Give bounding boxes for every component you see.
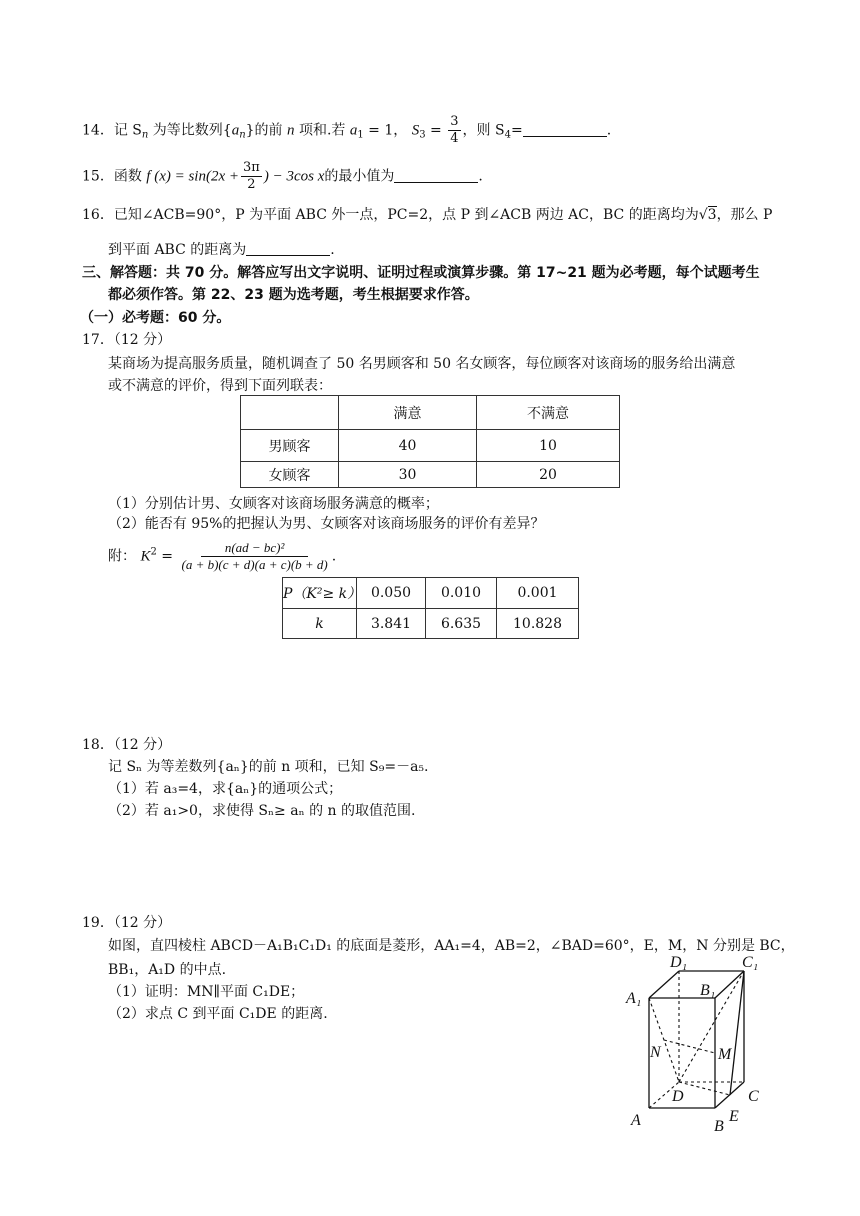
label-e: E — [729, 1108, 739, 1125]
question-number: 16． — [82, 207, 114, 223]
edge-c1-e — [730, 971, 744, 1095]
question-number: 14． — [82, 122, 114, 139]
label-c: C — [748, 1088, 759, 1105]
table-header-cell: 不满意 — [477, 396, 620, 430]
table-row: P（K²≥ k） 0.050 0.010 0.001 — [283, 578, 579, 609]
question-18-part1: （1）若 a₃=4，求{aₙ}的通项公式； — [108, 781, 343, 797]
label-d1: D₁ — [670, 955, 688, 971]
label-m: M — [718, 1046, 732, 1063]
question-19-line1: 如图，直四棱柱 ABCD－A₁B₁C₁D₁ 的底面是菱形，AA₁=4，AB=2，∠BAD=60°，E，M，N 分别是 BC， — [108, 938, 795, 954]
section-subheading: （一）必考题：60 分。 — [80, 310, 231, 326]
question-17-line2: 或不满意的评价，得到下面列联表： — [108, 378, 332, 394]
contingency-table — [240, 395, 620, 488]
edge-a1-d1 — [649, 971, 679, 998]
question-18-line1: 记 Sₙ 为等差数列{aₙ}的前 n 项和，已知 S₉=－a₅. — [108, 759, 429, 775]
label-a1: A₁ — [626, 990, 642, 1007]
table-row: 男顾客 40 10 — [241, 430, 620, 462]
question-number: 15． — [82, 168, 114, 185]
question-18-number: 18．（12 分） — [82, 737, 172, 753]
edge-b-c — [715, 1082, 744, 1108]
k-squared-fraction: $\frac{\text{n(ad − bc)²}}{(a + b)(c + d)(a + c)(b + d)}$ — [181, 540, 328, 572]
edge-b1-c1 — [715, 971, 744, 998]
answer-blank[interactable] — [246, 241, 330, 256]
hidden-edge-d-e — [679, 1082, 730, 1095]
question-19-part2: （2）求点 C 到平面 C₁DE 的距离. — [108, 1006, 328, 1022]
fraction-3-4: $\frac{3}{4}$ — [450, 114, 459, 146]
table-row: k 3.841 6.635 10.828 — [283, 609, 579, 639]
answer-blank[interactable] — [523, 122, 607, 137]
question-17-number: 17．（12 分） — [82, 332, 172, 348]
label-b: B — [714, 1118, 724, 1135]
question-14: 14．记 $S_n$ 为等比数列$\{a_n\}$的前 n 项和.若 $a_1 = 1$， $S_3$ = $\frac{3}{4}$ ，则 $S_4=$ . — [82, 114, 612, 146]
label-b1: B₁ — [700, 982, 716, 999]
label-c1: C₁ — [742, 955, 759, 971]
section-heading-line1: 三、解答题：共 70 分。解答应写出文字说明、证明过程或演算步骤。第 17~21 题为必考题，每个试题考生 — [82, 265, 760, 281]
question-15: 15．函数 f (x) = sin(2x + $\frac{3\pi}{2}$ ) − 3cos x的最小值为 . — [82, 160, 483, 192]
question-16-line2: 到平面 ABC 的距离为 . — [108, 242, 335, 258]
table-row: 女顾客 30 20 — [241, 462, 620, 488]
question-16-line1: 16．已知∠ACB=90°，P 为平面 ABC 外一点，PC=2，点 P 到∠ACB 两边 AC，BC 的距离均为√3，那么 P — [82, 207, 773, 223]
question-17-part1: （1）分别估计男、女顾客对该商场服务满意的概率； — [108, 496, 439, 512]
table-header-cell — [241, 396, 339, 430]
prism-figure — [620, 955, 790, 1135]
question-18-part2: （2）若 a₁>0，求使得 Sₙ≥ aₙ 的 n 的取值范围. — [108, 803, 416, 819]
fraction-3pi-2: $\frac{3\pi}{2}$ — [243, 160, 260, 192]
table-header-cell: 满意 — [339, 396, 477, 430]
label-n: N — [650, 1044, 661, 1061]
answer-blank[interactable] — [394, 168, 478, 183]
label-d: D — [672, 1088, 684, 1105]
question-19-part1: （1）证明：MN∥平面 C₁DE； — [108, 984, 305, 1000]
question-17-part2: （2）能否有 95%的把握认为男、女顾客对该商场服务的评价有差异？ — [108, 516, 545, 532]
appendix-formula: 附： $K^2$ = $\frac{\text{n(ad − bc)²}}{(a + b)(c + d)(a + c)(b + d)}$ . — [108, 540, 337, 572]
label-a: A — [631, 1112, 641, 1129]
question-17-line1: 某商场为提高服务质量，随机调查了 50 名男顾客和 50 名女顾客，每位顾客对该商场的服务给出满意 — [108, 356, 736, 372]
hidden-segment-mn — [664, 1040, 715, 1053]
critical-value-table — [282, 577, 579, 639]
question-19-line2: BB₁，A₁D 的中点. — [108, 962, 227, 978]
sqrt-symbol: √ — [698, 207, 708, 223]
question-19-number: 19．（12 分） — [82, 915, 172, 931]
section-heading-line2: 都必须作答。第 22、23 题为选考题，考生根据要求作答。 — [108, 287, 479, 303]
